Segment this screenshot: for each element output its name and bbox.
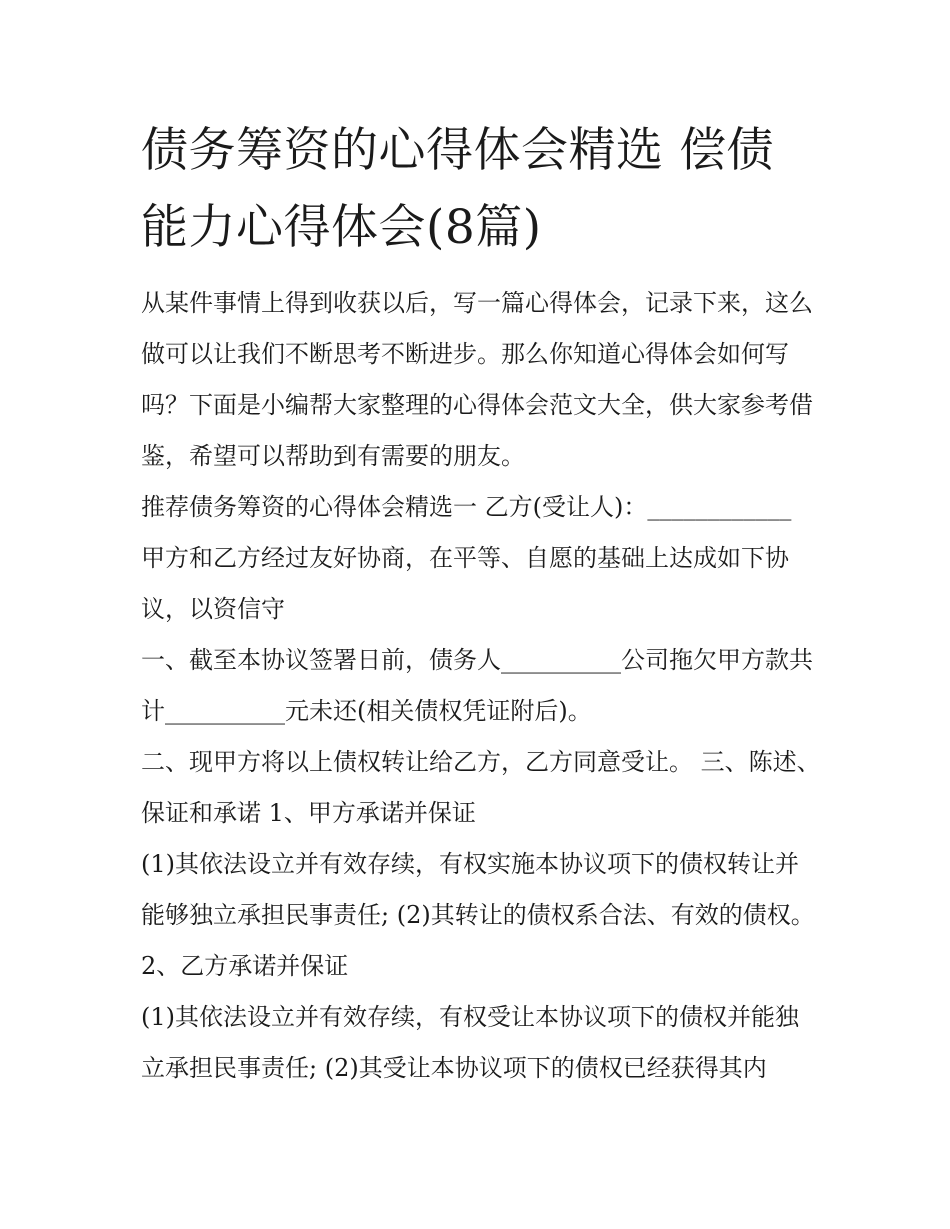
party-a-warranty-paragraph: (1)其依法设立并有效存续，有权实施本协议项下的债权转让并能够独立承担民事责任; (2)其转让的债权系合法、有效的债权。 2、乙方承诺并保证 (141, 850, 815, 980)
clause-two-three-paragraph: 二、现甲方将以上债权转让给乙方，乙方同意受让。 三、陈述、保证和承诺 1、甲方承诺并保证 (141, 748, 821, 827)
intro-paragraph: 从某件事情上得到收获以后，写一篇心得体会，记录下来，这么做可以让我们不断思考不断进步。那么你知道心得体会如何写吗？下面是小编帮大家整理的心得体会范文大全，供大家参考借鉴，希望可以帮助到有需要的朋友。 (141, 289, 813, 470)
party-b-warranty-paragraph: (1)其依法设立并有效存续，有权受让本协议项下的债权并能独立承担民事责任; (2)其受让本协议项下的债权已经获得其内 (141, 1003, 799, 1082)
clause-one-paragraph: 一、截至本协议签署日前，债务人__________公司拖欠甲方款共计__________元未还(相关债权凭证附后)。 (141, 646, 813, 725)
document-title: 债务筹资的心得体会精选 偿债能力心得体会(8篇) (141, 123, 774, 255)
agreement-opening-paragraph: 推荐债务筹资的心得体会精选一 乙方(受让人)：____________ 甲方和乙方经过友好协商，在平等、自愿的基础上达成如下协议，以资信守 (141, 493, 792, 623)
document-body (141, 112, 821, 1094)
